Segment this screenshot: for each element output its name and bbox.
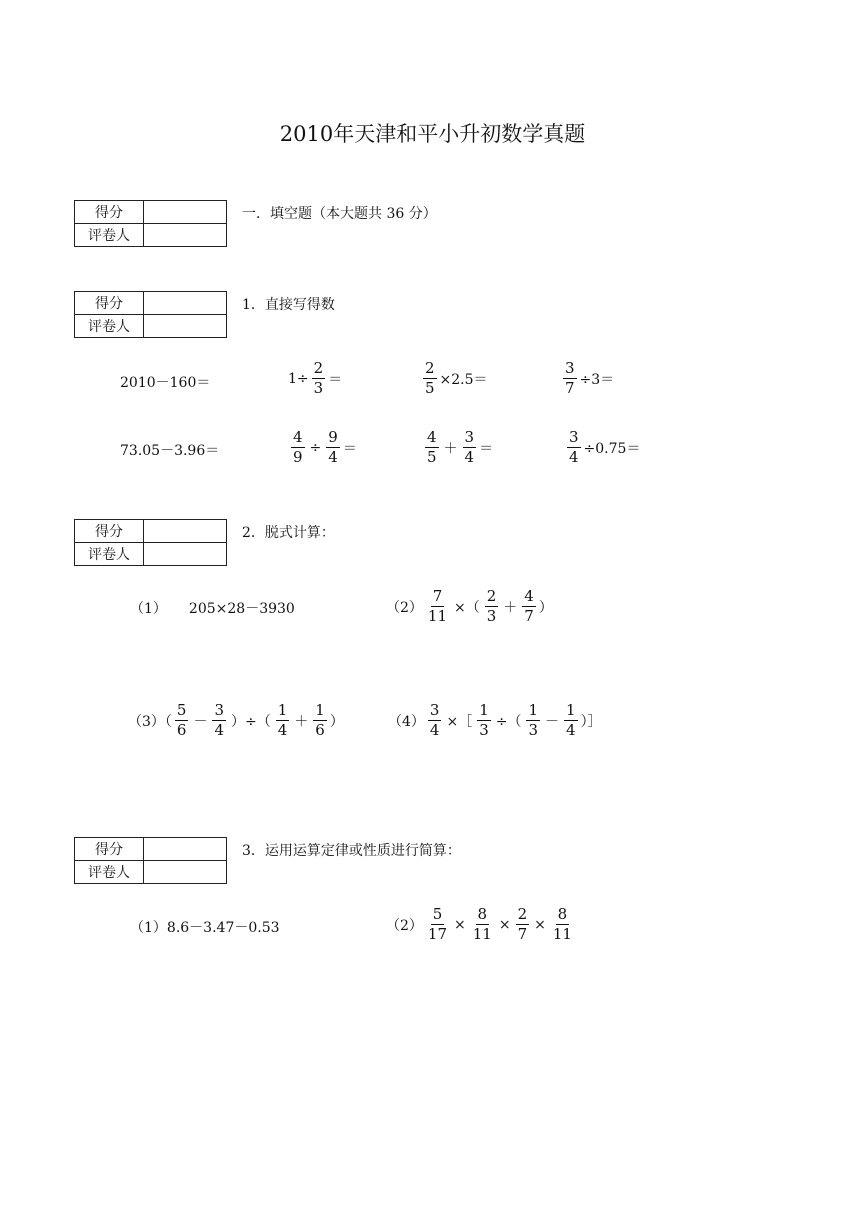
denominator: 4	[566, 721, 576, 740]
fraction	[471, 906, 494, 944]
q1-item-f	[288, 429, 357, 467]
operator: －	[545, 713, 560, 730]
numerator: 4	[291, 429, 305, 448]
numerator: 1	[526, 702, 540, 721]
fraction	[291, 429, 305, 467]
grader-field[interactable]	[144, 543, 227, 566]
numerator: 1	[564, 702, 578, 721]
operator: ×［	[446, 713, 473, 730]
expression-text: ÷0.75＝	[583, 440, 641, 457]
expression-text: ＝	[342, 440, 357, 457]
operator: ÷（	[495, 713, 522, 730]
question-heading-1: 1．直接写得数	[242, 297, 335, 313]
operator: ＋	[294, 713, 309, 730]
denominator: 4	[429, 721, 440, 740]
score-field[interactable]	[144, 838, 227, 861]
score-field[interactable]	[144, 201, 227, 224]
grader-label: 评卷人	[75, 315, 144, 338]
q1-item-b	[288, 360, 342, 398]
grader-field[interactable]	[144, 224, 227, 247]
fraction	[567, 429, 581, 467]
q2-item-1	[130, 588, 295, 628]
expression-text: ＝	[328, 371, 343, 388]
operator: ÷	[309, 439, 322, 456]
denominator: 3	[486, 607, 497, 626]
expression-text: 205×28－3930	[188, 601, 295, 617]
numerator: 7	[431, 588, 445, 607]
numerator: 5	[175, 702, 189, 721]
score-field[interactable]	[144, 292, 227, 315]
fraction	[312, 360, 326, 398]
fraction	[425, 429, 439, 467]
fraction	[463, 429, 477, 467]
expression-text: 8.6－3.47－0.53	[166, 920, 280, 936]
grader-field[interactable]	[144, 861, 227, 884]
numerator: 1	[276, 702, 290, 721]
denominator: 6	[176, 721, 187, 740]
question-heading-2: 2．脱式计算：	[242, 525, 335, 541]
numerator: 3	[212, 702, 226, 721]
q3-item-2	[386, 906, 577, 944]
numerator: 9	[326, 429, 340, 448]
fraction	[326, 429, 340, 467]
numerator: 8	[556, 906, 570, 925]
item-label: （2）	[386, 599, 423, 616]
denominator: 11	[552, 925, 572, 944]
expression-text: ÷3＝	[579, 371, 615, 388]
denominator: 11	[472, 925, 492, 944]
q1-item-d	[560, 360, 614, 398]
numerator: 3	[563, 360, 577, 379]
page-title: 2010年天津和平小升初数学真题	[279, 122, 586, 146]
question-heading-3: 3．运用运算定律或性质进行简算：	[242, 843, 461, 859]
grader-label: 评卷人	[75, 224, 144, 247]
denominator: 7	[524, 607, 534, 626]
operator: ×	[534, 916, 546, 933]
operator: －	[193, 713, 208, 730]
fraction	[313, 702, 327, 740]
expression-text: ）	[329, 713, 344, 730]
denominator: 7	[565, 379, 575, 398]
denominator: 3	[313, 379, 324, 398]
expression-text: ）］	[580, 713, 602, 730]
numerator: 4	[522, 588, 536, 607]
numerator: 1	[313, 702, 327, 721]
denominator: 3	[479, 721, 489, 740]
numerator: 2	[423, 360, 437, 379]
fraction	[423, 360, 437, 398]
grader-field[interactable]	[144, 315, 227, 338]
numerator: 2	[516, 906, 530, 925]
operator: ×	[498, 916, 511, 933]
item-label: （3）（	[128, 713, 172, 730]
q3-item-1	[130, 907, 280, 947]
denominator: 4	[277, 721, 288, 740]
denominator: 4	[214, 721, 225, 740]
q1-item-c	[420, 360, 488, 398]
expression-text: 2010－160＝	[120, 375, 211, 391]
fraction	[426, 906, 449, 944]
score-label: 得分	[75, 201, 144, 224]
fraction	[276, 702, 290, 740]
grader-label: 评卷人	[75, 543, 144, 566]
numerator: 3	[567, 429, 581, 448]
denominator: 5	[425, 379, 435, 398]
q1-item-e	[120, 430, 219, 470]
item-label: （4）	[388, 713, 425, 730]
numerator: 1	[477, 702, 491, 721]
operator: ＋	[503, 599, 518, 616]
numerator: 3	[428, 702, 442, 721]
fraction	[212, 702, 226, 740]
denominator: 9	[293, 448, 303, 467]
fraction	[175, 702, 189, 740]
score-box	[74, 837, 227, 884]
expression-text: ＝	[479, 440, 494, 457]
score-label: 得分	[75, 520, 144, 543]
denominator: 17	[427, 925, 448, 944]
fraction	[551, 906, 574, 944]
q2-item-3	[128, 702, 344, 740]
operator: ×	[454, 916, 466, 933]
denominator: 3	[528, 721, 539, 740]
score-box	[74, 519, 227, 566]
expression-text: ）	[538, 599, 553, 616]
fraction	[564, 702, 578, 740]
item-label: （1）	[130, 601, 167, 617]
numerator: 2	[485, 588, 499, 607]
operator: ＋	[443, 440, 458, 457]
numerator: 2	[312, 360, 326, 379]
fraction	[516, 906, 530, 944]
q2-item-4	[388, 702, 602, 740]
fraction	[563, 360, 577, 398]
denominator: 4	[464, 448, 475, 467]
fraction	[526, 702, 540, 740]
expression-text: 1÷	[288, 370, 309, 387]
q1-item-g	[422, 429, 493, 467]
fraction	[428, 702, 442, 740]
item-label: （2）	[386, 917, 423, 934]
numerator: 5	[431, 906, 445, 925]
score-box	[74, 291, 227, 338]
fraction	[485, 588, 499, 626]
expression-text: 73.05－3.96＝	[120, 443, 220, 459]
score-label: 得分	[75, 292, 144, 315]
q2-item-2	[386, 588, 553, 626]
q1-item-h	[564, 429, 640, 467]
score-box	[74, 200, 227, 247]
denominator: 6	[315, 721, 325, 740]
denominator: 11	[427, 607, 448, 626]
score-label: 得分	[75, 838, 144, 861]
denominator: 7	[517, 925, 528, 944]
score-field[interactable]	[144, 520, 227, 543]
denominator: 5	[427, 448, 437, 467]
item-label: （1）	[130, 920, 167, 936]
denominator: 4	[569, 448, 579, 467]
numerator: 3	[463, 429, 477, 448]
section-heading-part1: 一．填空题（本大题共 36 分）	[242, 206, 437, 222]
fraction	[477, 702, 491, 740]
denominator: 4	[328, 448, 338, 467]
fraction	[426, 588, 449, 626]
grader-label: 评卷人	[75, 861, 144, 884]
expression-text: ×2.5＝	[439, 371, 488, 388]
operator: ）÷（	[231, 713, 271, 730]
q1-item-a	[120, 362, 210, 402]
numerator: 8	[476, 906, 490, 925]
fraction	[522, 588, 536, 626]
operator: ×（	[454, 599, 480, 616]
numerator: 4	[425, 429, 439, 448]
